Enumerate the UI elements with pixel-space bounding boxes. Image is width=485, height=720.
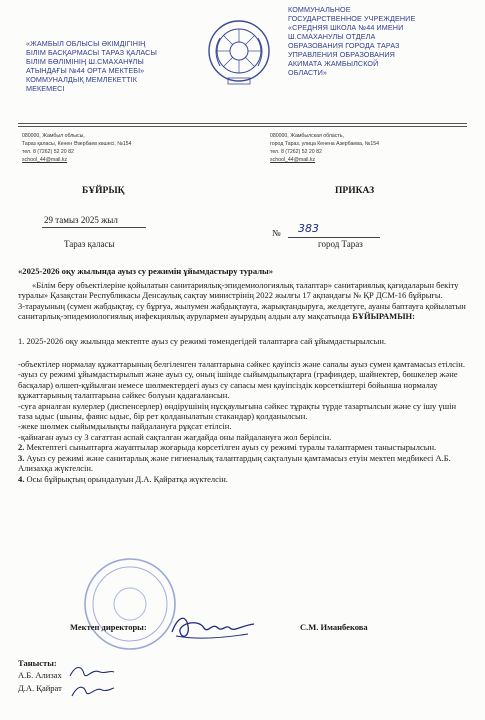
preamble-text: 3-тарауының (сумен жабдықтау, су бұрғуа, жылумен жабдықтауға, жарықтандыруға, желдетуге, ауаны баптауға қойылатын санитарлық-эпидемиологиялық инфекциялық аурулармен ауырудың алдын алу мақсатында	[18, 300, 466, 322]
address-left	[22, 132, 131, 164]
header-left-line: «ЖАМБЫЛ ОБЛЫСЫ ӘКІМДІГІНІҢ	[26, 39, 146, 48]
requirement-5: -қайнаған ауыз су 3 сағаттан аспай сақталған жағдайда оны пайдалануға жол берілсін.	[18, 431, 332, 442]
item-4-text: Осы бұйрықтың орындалуын Д.А. Қайратқа жүктелсін.	[24, 473, 228, 484]
email-link[interactable]: school_44@mail.kz	[270, 157, 316, 163]
item-3	[18, 453, 470, 474]
city-ru: город Тараз	[318, 239, 363, 249]
state-emblem	[206, 18, 272, 88]
header-rule-thin	[18, 126, 467, 127]
header-right-line: ОБЛАСТИ»	[288, 68, 327, 77]
header-right-line: ГОСУДАРСТВЕННОЕ УЧРЕЖДЕНИЕ	[288, 14, 416, 23]
acquainted-signatures	[66, 660, 116, 711]
email-link[interactable]: school_44@mail.kz	[22, 157, 68, 163]
header-right-line: ОБРАЗОВАНИЯ ГОРОДА ТАРАЗ	[288, 41, 400, 50]
header-right-line: УПРАВЛЕНИЯ ОБРАЗОВАНИЯ	[288, 50, 395, 59]
item-3-number: 3.	[18, 452, 25, 463]
acquainted-person: Д.А. Қайрат	[18, 683, 62, 693]
number-underline	[288, 237, 380, 238]
address-line: Тараз қаласы, Кенен Әзербаев көшесі, №154	[22, 141, 132, 147]
date-underline	[42, 227, 146, 228]
order-number-prefix: №	[272, 228, 281, 238]
director-signature	[168, 606, 258, 651]
header-right-line: КОММУНАЛЬНОЕ	[288, 5, 351, 14]
city-kz: Тараз қаласы	[64, 239, 115, 249]
order-title-kz: БҰЙРЫҚ	[82, 186, 125, 196]
address-right	[270, 132, 379, 164]
header-left-line: КОММУНАЛДЫҚ МЕМЛЕКЕТТІК	[26, 75, 138, 84]
intro-paragraph: «Білім беру объектілеріне қойылатын санитариялық-эпидемиологиялық талаптар» санитариялық қағидаларын бекіту туралы» Қазақстан Республикасы Денсаулық сақтау министрінің 2022 жылғы 17 ақпандағы № ҚР ДСМ-16 бұйрығы.	[18, 280, 459, 301]
preamble-paragraph	[18, 301, 470, 322]
address-line: тел. 8 (7262) 52 20 82	[22, 149, 74, 155]
director-label: Мектеп директоры:	[70, 622, 147, 632]
order-body	[18, 280, 470, 484]
order-title-ru: ПРИКАЗ	[335, 186, 375, 196]
header-right	[288, 5, 458, 77]
header-left-line: БІЛІМ БАСҚАРМАСЫ ТАРАЗ ҚАЛАСЫ	[26, 48, 157, 57]
director-name: С.М. Иманбекова	[300, 622, 368, 632]
requirement-4: -жеке шөлмек сыйымдылықты пайдалануға рұқсат етілсін.	[18, 421, 232, 432]
order-date: 29 тамыз 2025 жыл	[44, 215, 118, 225]
address-line: 080000, Жамбылская область,	[270, 133, 344, 139]
address-line: 080000, Жамбыл облысы,	[22, 133, 85, 139]
acquainted-person: А.Б. Ализах	[18, 670, 62, 680]
address-line: город Тараз, улица Кенена Азербаева, №154	[270, 141, 379, 147]
item-4-number: 4.	[18, 473, 25, 484]
item-1: 1. 2025-2026 оқу жылында мектепте ауыз су режимі төмендегідей талаптарға сай ұйымдастырылсын.	[18, 335, 387, 346]
header-right-line: «СРЕДНЯЯ ШКОЛА №44 ИМЕНИ	[288, 23, 404, 32]
header-rule	[18, 123, 467, 124]
order-subject: «2025-2026 оқу жылында ауыз су режимін ұйымдастыру туралы»	[18, 266, 274, 276]
header-left-line: АТЫНДАҒЫ №44 ОРТА МЕКТЕБІ»	[26, 66, 145, 75]
header-right-line: Ш.СМАХАНУЛЫ ОТДЕЛА	[288, 32, 376, 41]
item-2-text: Мектептегі сыныптарға жауаптылар жоғарыда көрсетілген ауыз су режимі туралы талаптармен таныстырылсын.	[24, 442, 437, 453]
acquainted-label: Танысты:	[18, 658, 57, 668]
item-2	[18, 442, 470, 452]
requirement-3: -суға арналған кулерлер (диспенсерлер) өндірушінің нұсқаулығына сәйкес тұрақты түрде тазартылсын және су ішу үшін таза ыдыс (шыны, фаянс ыдыс, бір рет қолданылатын стакандар) қолданылсын.	[18, 400, 457, 422]
requirement-1: -объектілер нормалау құжаттарының белгіленген талаптарына сәйкес қауіпсіз және сапалы ауыз сумен қамтамасыз етілсін.	[18, 359, 465, 370]
address-line: тел. 8 (7262) 52 20 82	[270, 149, 322, 155]
header-left	[26, 39, 186, 93]
official-stamp	[82, 556, 178, 652]
header-left-line: БІЛІМ БӨЛІМІНІҢ Ш.СМАХАНҰЛЫ	[26, 57, 144, 66]
requirement-2: -ауыз су режимі ұйымдастырылып және ауыз су, оның ішінде сыйымдылықтарға (графиндер, шайнектер, бөшкелер және басқалар) өлшеп-құйылған немесе шөлмектердегі ауыз су сапасы мен қауіпсіздік көрсеткіштері бойынша нормалау құжаттарының талаптарына сәйкес болуын қадағалансын.	[18, 369, 458, 401]
header-right-line: АКИМАТА ЖАМБЫЛСКОЙ	[288, 59, 379, 68]
order-number: 383	[298, 222, 319, 235]
header-left-line: МЕКЕМЕСІ	[26, 84, 65, 93]
item-3-text: Ауыз су режимі және санитарлық және гигиеналық талаптардың сақталуын қамтамасыз етуін мектеп медбикесі А.Б. Ализахқа жүктелсін.	[18, 452, 451, 474]
item-4	[18, 474, 470, 484]
decree-word: БҰЙЫРАМЫН:	[352, 311, 415, 322]
item-2-number: 2.	[18, 442, 25, 453]
